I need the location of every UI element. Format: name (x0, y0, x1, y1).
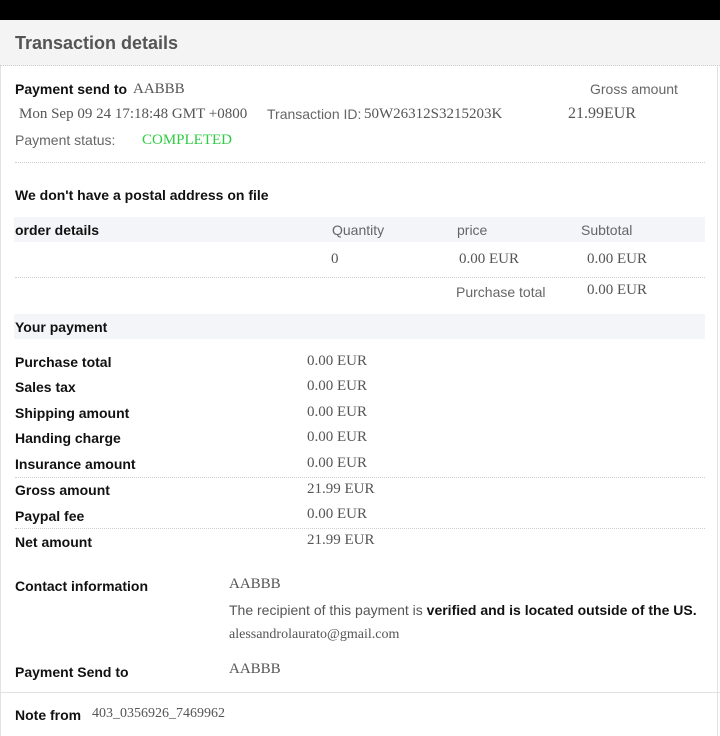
your-payment-title: Your payment (15, 319, 108, 335)
purchase-total-value: 0.00 EUR (587, 282, 647, 298)
note-from-value: 403_0356926_7469962 (92, 706, 225, 721)
payment-row-value: 0.00 EUR (307, 506, 367, 522)
payment-row-value: 0.00 EUR (307, 353, 367, 369)
order-subtotal: 0.00 EUR (587, 251, 647, 267)
payment-row-label: Net amount (15, 534, 92, 550)
transaction-date: Mon Sep 09 24 17:18:48 GMT +0800 (19, 106, 248, 122)
payment-row-label: Paypal fee (15, 508, 85, 524)
contact-email[interactable]: alessandrolaurato@gmail.com (229, 627, 400, 642)
divider (15, 477, 705, 478)
divider (15, 277, 705, 278)
payment-row-value: 21.99 EUR (307, 532, 375, 548)
order-details-title: order details (15, 222, 100, 238)
verification-prefix: The recipient of this payment is (229, 602, 427, 618)
payment-row-value: 0.00 EUR (307, 429, 367, 445)
top-black-bar (0, 0, 720, 20)
price-column-header: price (457, 222, 488, 238)
payee-name: AABBB (133, 81, 185, 97)
order-price: 0.00 EUR (459, 251, 519, 267)
divider (15, 162, 705, 163)
note-from-label: Note from (15, 707, 82, 723)
contact-name: AABBB (229, 576, 281, 592)
your-payment-header-band (14, 314, 705, 339)
recipient-verification-note (229, 602, 697, 618)
postal-address-notice: We don't have a postal address on file (15, 187, 269, 203)
payment-row-value: 0.00 EUR (307, 378, 367, 394)
purchase-total-label: Purchase total (456, 284, 546, 300)
order-quantity: 0 (331, 251, 339, 267)
payment-status-label: Payment status: (15, 132, 116, 148)
verification-status: verified and is located outside of the US. (426, 602, 697, 618)
gross-amount-label: Gross amount (590, 81, 678, 97)
payment-row-label: Insurance amount (15, 456, 136, 472)
payment-row-value: 21.99 EUR (307, 481, 375, 497)
payment-status-badge: COMPLETED (142, 132, 232, 148)
payment-row-label: Purchase total (15, 354, 112, 370)
payment-row-label: Shipping amount (15, 405, 130, 421)
payment-row-value: 0.00 EUR (307, 404, 367, 420)
contact-information-label: Contact information (15, 578, 148, 594)
payment-row-label: Sales tax (15, 379, 76, 395)
payment-row-label: Gross amount (15, 482, 110, 498)
payment-row-label: Handing charge (15, 430, 121, 446)
payment-send-to-footer-value: AABBB (229, 661, 281, 677)
gross-amount-value: 21.99EUR (568, 105, 636, 122)
subtotal-column-header: Subtotal (581, 222, 633, 238)
transaction-id: 50W26312S3215203K (364, 106, 503, 122)
payment-send-to-footer-label: Payment Send to (15, 664, 129, 680)
payment-send-to-label: Payment send to (15, 81, 128, 97)
quantity-column-header: Quantity (332, 222, 385, 238)
page-title: Transaction details (15, 33, 179, 53)
payment-row-value: 0.00 EUR (307, 455, 367, 471)
divider (15, 528, 705, 529)
divider (0, 692, 720, 693)
panel-header (0, 20, 720, 66)
transaction-id-label: Transaction ID: (267, 106, 362, 122)
